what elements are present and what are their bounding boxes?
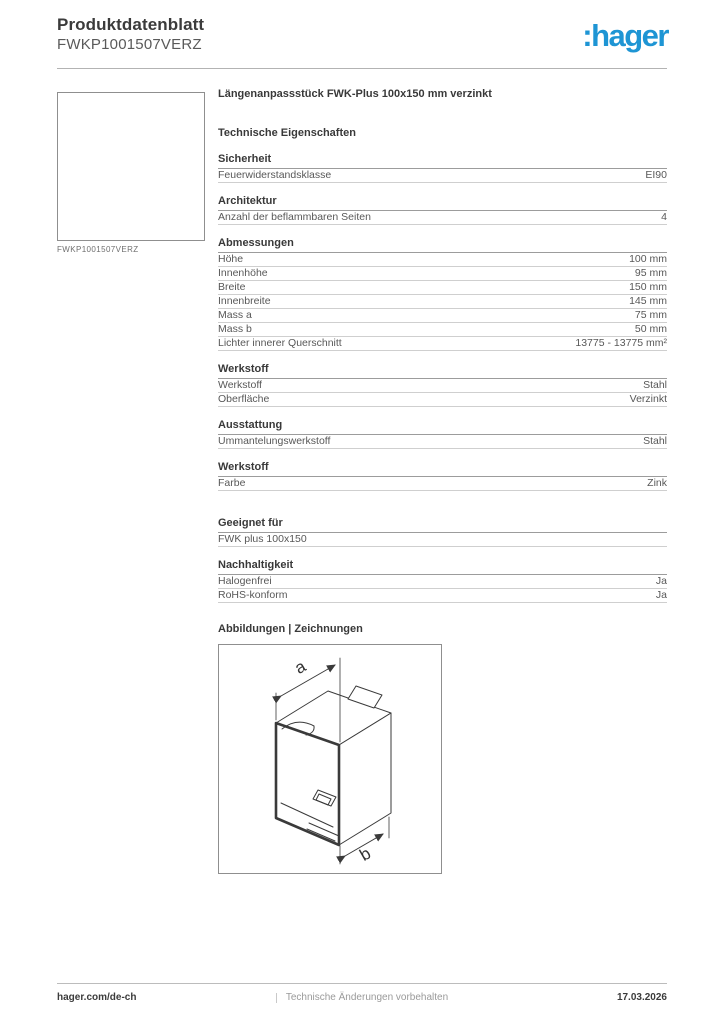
spec-label: Oberfläche [218,393,270,405]
product-image-placeholder [57,92,205,241]
spec-label: FWK plus 100x150 [218,533,307,545]
tech-section [218,462,667,491]
dimension-b-label: b [356,843,375,865]
spec-label: Mass a [218,309,252,321]
spec-label: RoHS-konform [218,589,288,601]
spec-value: Stahl [643,435,667,447]
spec-row [218,169,667,183]
spec-row [218,253,667,267]
spec-label: Feuerwiderstandsklasse [218,169,332,181]
tech-section [218,518,667,547]
tech-section [218,364,667,407]
spec-row [218,393,667,407]
spec-value: 95 mm [634,267,667,279]
spec-row [218,575,667,589]
section-title: Ausstattung [218,420,667,435]
footer-disclaimer: Technische Änderungen vorbehalten [285,992,449,1003]
spec-label: Farbe [218,477,246,489]
spec-row [218,379,667,393]
spec-row [218,533,667,547]
product-code: FWKP1001507VERZ [57,36,202,53]
spec-value: EI90 [645,169,667,181]
section-title: Sicherheit [218,154,667,169]
document-type-title: Produktdatenblatt [57,15,205,34]
spec-value: 75 mm [634,309,667,321]
product-title: Längenanpassstück FWK-Plus 100x150 mm verzinkt [218,88,492,100]
spec-value: 145 mm [629,295,667,307]
spec-row [218,435,667,449]
spec-row [218,323,667,337]
section-title: Abmessungen [218,238,667,253]
spec-label: Mass b [218,323,252,335]
spec-value: Zink [647,477,667,489]
spec-value: 100 mm [629,253,667,265]
spec-row [218,211,667,225]
spec-value: Stahl [643,379,667,391]
spec-value: 50 mm [634,323,667,335]
spec-row [218,281,667,295]
tech-section [218,196,667,225]
section-title: Architektur [218,196,667,211]
spec-row [218,337,667,351]
spec-label: Halogenfrei [218,575,272,587]
hager-logo: :hager [582,18,668,53]
spec-label: Höhe [218,253,244,265]
spec-row [218,309,667,323]
spec-value: 4 [661,211,667,223]
spec-label: Breite [218,281,246,293]
spec-label: Innenhöhe [218,267,268,279]
footer-divider [57,983,667,984]
technical-drawing [218,644,442,874]
tech-properties-title: Technische Eigenschaften [218,127,356,139]
tech-section [218,238,667,351]
dimension-a-label: a [291,656,310,678]
product-image-caption: FWKP1001507VERZ [57,245,139,254]
spec-row [218,477,667,491]
tech-section [218,154,667,183]
spec-label: Ummantelungswerkstoff [218,435,331,447]
spec-row [218,267,667,281]
section-title: Geeignet für [218,518,667,533]
spec-value: Ja [655,589,667,601]
spec-label: Lichter innerer Querschnitt [218,337,342,349]
section-title: Nachhaltigkeit [218,560,667,575]
spec-row [218,589,667,603]
footer-separator [276,993,277,1003]
spec-label: Anzahl der beflammbaren Seiten [218,211,371,223]
isometric-duct-drawing [219,645,441,873]
drawings-section-title: Abbildungen | Zeichnungen [218,623,363,635]
spec-value: Verzinkt [629,393,667,405]
spec-value: 150 mm [629,281,667,293]
spec-label: Werkstoff [218,379,262,391]
tech-section [218,420,667,449]
spec-row [218,295,667,309]
header-divider [57,68,667,69]
footer-website-link[interactable]: hager.com/de-ch [57,992,137,1003]
footer-date: 17.03.2026 [616,992,667,1003]
section-title: Werkstoff [218,462,667,477]
tech-section [218,560,667,603]
tech-sections [218,154,667,603]
spec-label: Innenbreite [218,295,271,307]
spec-value: 13775 - 13775 mm² [575,337,667,349]
footer-center [0,992,724,1003]
spec-value: Ja [655,575,667,587]
section-title: Werkstoff [218,364,667,379]
content-column [218,88,667,874]
